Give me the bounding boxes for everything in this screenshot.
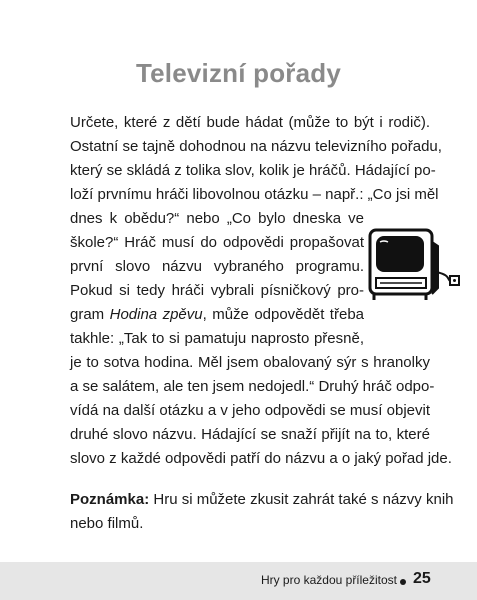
body-line: Pokud si tedy hráči vybrali písničkový pro- [70,282,364,299]
note-label: Poznámka: [70,491,150,508]
page-number: 25 [413,570,431,587]
note-text: Hru si můžete zkusit zahrát také s názvy knih [149,491,454,508]
body-line: první slovo názvu vybraného programu. [70,258,364,275]
body-text: gram [70,306,110,323]
body-line: a se salátem, ale ten jsem nedojedl.“ Druhý hráč odpo- [70,378,435,395]
body-line: takhle: „Tak to si pamatuju naprosto přesně, [70,330,364,347]
body-line: škole?“ Hráč musí do odpovědi propašovat [70,234,364,251]
tv-icon [366,222,462,306]
body-line: slovo z každé odpovědi patří do názvu a o jaký pořad jde. [70,450,452,467]
note-line: nebo filmů. [70,515,144,532]
body-line: vídá na další otázku a v jeho odpovědi se musí objevit [70,402,430,419]
program-title: Hodina zpěvu [109,306,203,323]
body-line: dnes k obědu?“ nebo „Co bylo dneska ve [70,210,364,227]
body-text: , může odpovědět třeba [202,306,364,323]
book-title: Hry pro každou příležitost [260,573,397,587]
body-line: Ostatní se tajně dohodnou na názvu televizního pořadu, [70,138,442,155]
page-title: Televizní pořady [136,58,341,88]
body-line: druhé slovo názvu. Hádající se snaží přijít na to, které [70,426,430,443]
body-line: který se skládá z tolika slov, kolik je hráčů. Hádající po- [70,162,436,179]
footer [0,562,477,600]
bullet-icon [400,579,406,585]
body-line: loží prvnímu hráči libovolnou otázku – např.: „Co jsi měl [70,186,439,203]
body-line: Určete, které z dětí bude hádat (může to být i rodič). [70,114,430,131]
note-line [70,490,454,510]
body-line: je to sotva hodina. Měl jsem obalovaný sýr s hranolky [70,354,430,371]
body-line [70,305,364,325]
